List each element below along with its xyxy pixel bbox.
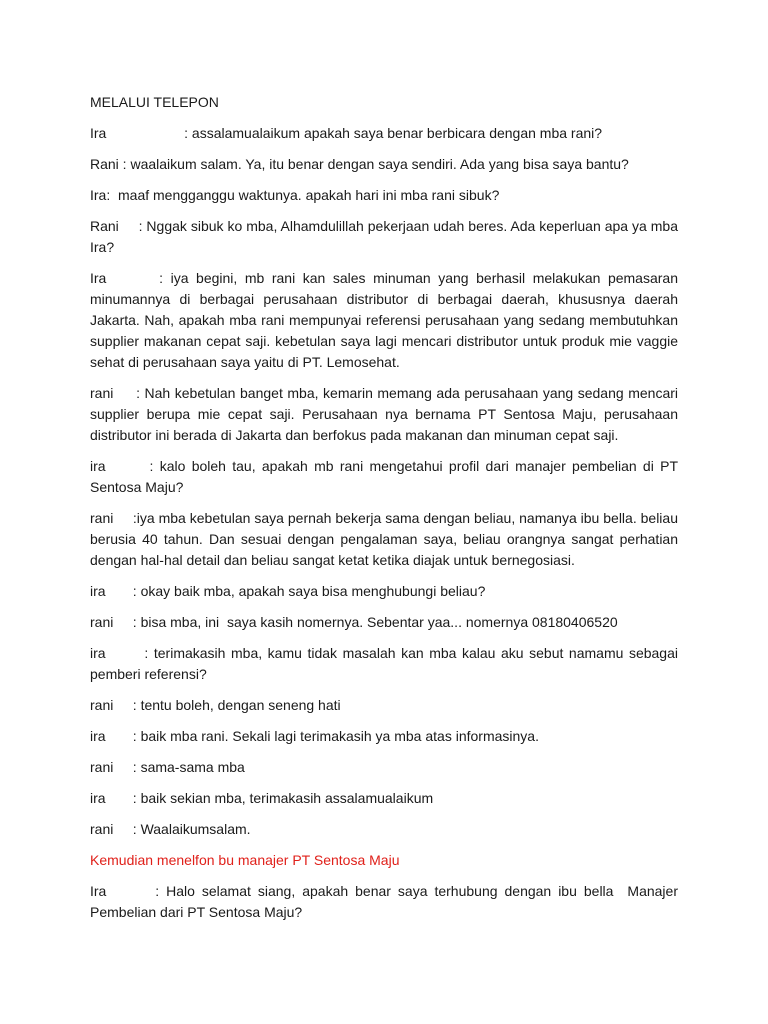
dialogue-line: rani : Nah kebetulan banget mba, kemarin memang ada perusahaan yang sedang mencari supplier berupa mie cepat saji. Perusahaan nya bernama PT Sentosa Maju, perusahaan distributor ini berada di Jakarta dan berfokus pada makanan dan minuman cepat saji. [90,385,682,443]
dialogue-line: ira : okay baik mba, apakah saya bisa menghubungi beliau? [90,583,486,599]
dialogue-line: Ira : assalamualaikum apakah saya benar berbicara dengan mba rani? [90,125,603,141]
dialogue-line: ira : baik mba rani. Sekali lagi terimakasih ya mba atas informasinya. [90,728,539,744]
dialogue-line: Ira : iya begini, mb rani kan sales minuman yang berhasil melakukan pemasaran minumannya di berbagai perusahaan distributor di berbagai daerah, khususnya daerah Jakarta. Nah, apakah mba rani mempunyai referensi perusahaan yang sedang membutuhkan supplier makanan cepat saji. kebetulan saya lagi mencari distributor untuk produk mie vaggie sehat di perusahaan saya yaitu di PT. Lemosehat. [90,270,682,370]
dialogue-line: rani : bisa mba, ini saya kasih nomernya. Sebentar yaa... nomernya 08180406520 [90,614,618,630]
dialogue-line: ira : baik sekian mba, terimakasih assalamualaikum [90,790,434,806]
dialogue-line: Rani : Nggak sibuk ko mba, Alhamdulillah pekerjaan udah beres. Ada keperluan apa ya mba Ira? [90,218,682,255]
dialogue-line: ira : kalo boleh tau, apakah mb rani mengetahui profil dari manajer pembelian di PT Sentosa Maju? [90,458,682,495]
dialogue-line: rani :iya mba kebetulan saya pernah bekerja sama dengan beliau, namanya ibu bella. beliau berusia 40 tahun. Dan sesuai dengan pengalaman saya, beliau orangnya sangat perhatian dengan hal-hal detail dan beliau sangat ketat ketika diajak untuk bernegosiasi. [90,510,682,568]
dialogue-line: Rani : waalaikum salam. Ya, itu benar dengan saya sendiri. Ada yang bisa saya bantu? [90,156,629,172]
dialogue-line: ira : terimakasih mba, kamu tidak masalah kan mba kalau aku sebut namamu sebagai pemberi referensi? [90,645,682,682]
document-title: MELALUI TELEPON [90,94,219,110]
dialogue-line: rani : tentu boleh, dengan seneng hati [90,697,341,713]
dialogue-line: rani : Waalaikumsalam. [90,821,251,837]
section-heading-red: Kemudian menelfon bu manajer PT Sentosa Maju [90,852,400,868]
dialogue-line: rani : sama-sama mba [90,759,245,775]
dialogue-line: Ira: maaf mengganggu waktunya. apakah hari ini mba rani sibuk? [90,187,500,203]
dialogue-line: Ira : Halo selamat siang, apakah benar saya terhubung dengan ibu bella Manajer Pembelian dari PT Sentosa Maju? [90,883,682,920]
